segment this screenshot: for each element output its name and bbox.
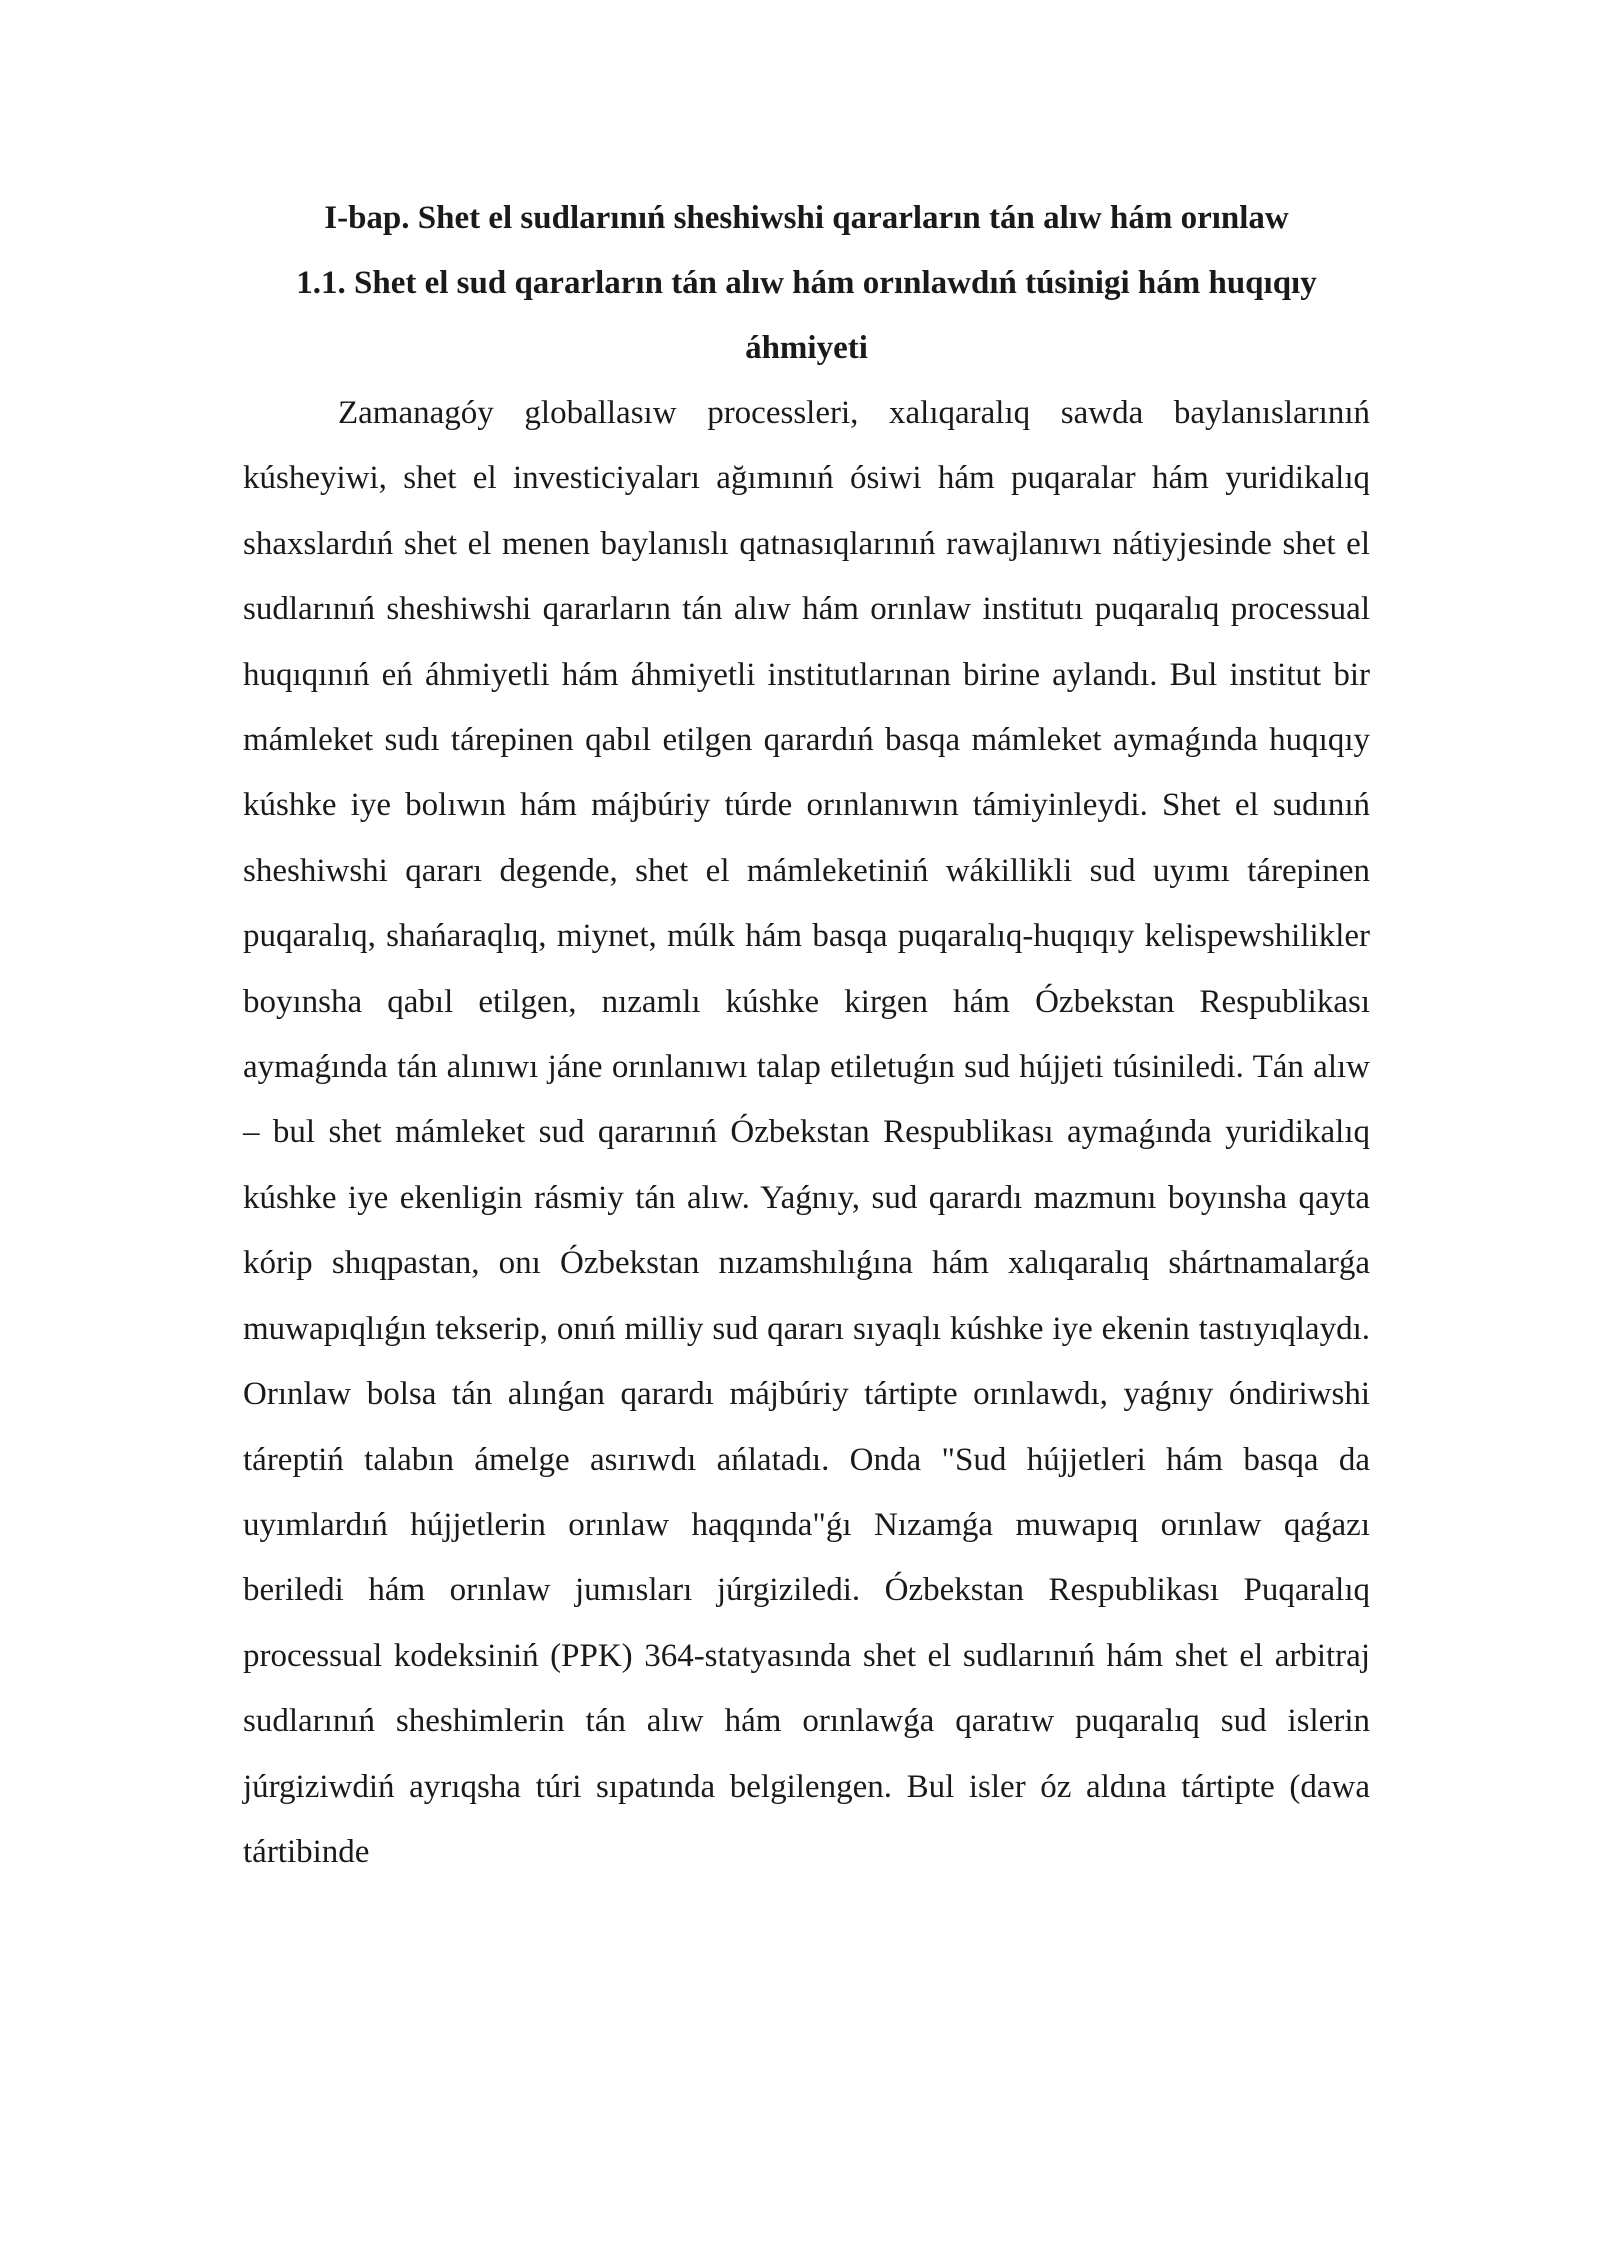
document-page — [243, 186, 1370, 1885]
chapter-title: I-bap. Shet el sudlarınıń sheshiwshi qararların tán alıw hám orınlaw — [324, 200, 1289, 236]
section-title: 1.1. Shet el sud qararların tán alıw hám orınlawdıń túsinigi hám huqıqıy áhmiyeti — [296, 265, 1317, 366]
body-paragraph: Zamanagóy globallasıw processleri, xalıqaralıq sawda baylanıslarınıń kúsheyiwi, shet el investiciyaları ağımınıń ósiwi hám puqaralar hám yuridikalıq shaxslardıń shet el menen baylanıslı qatnasıqlarınıń rawajlanıwı nátiyjesinde shet el sudlarınıń sheshiwshi qararların tán alıw hám orınlaw institutı puqaralıq processual huqıqınıń eń áhmiyetli hám áhmiyetli institutlarınan birine aylandı. Bul institut bir mámleket sudı tárepinen qabıl etilgen qarardıń basqa mámleket aymaǵında huqıqıy kúshke iye bolıwın hám májbúriy túrde orınlanıwın támiyinleydi. Shet el sudınıń sheshiwshi qararı degende, shet el mámleketiniń wákillikli sud uyımı tárepinen puqaralıq, shańaraqlıq, miynet, múlk hám basqa puqaralıq-huqıqıy kelispewshilikler boyınsha qabıl etilgen, nızamlı kúshke kirgen hám Ózbekstan Respublikası aymaǵında tán alınıwı jáne orınlanıwı talap etiletuǵın sud hújjeti túsiniledi. Tán alıw – bul shet mámleket sud qararınıń Ózbekstan Respublikası aymaǵında yuridikalıq kúshke iye ekenligin rásmiy tán alıw. Yaǵnıy, sud qarardı mazmunı boyınsha qayta kórip shıqpastan, onı Ózbekstan nızamshılıǵına hám xalıqaralıq shártnamalarǵa muwapıqlıǵın tekserip, onıń milliy sud qararı sıyaqlı kúshke iye ekenin tastıyıqlaydı. Orınlaw bolsa tán alınǵan qarardı májbúriy tártipte orınlawdı, yaǵnıy óndiriwshi táreptiń talabın ámelge asırıwdı ańlatadı. Onda "Sud hújjetleri hám basqa da uyımlardıń hújjetlerin orınlaw haqqında"ǵı Nızamǵa muwapıq orınlaw qaǵazı beriledi hám orınlaw jumısları júrgiziledi. Ózbekstan Respublikası Puqaralıq processual kodeksiniń (PPK) 364-statyasında shet el sudlarınıń hám shet el arbitraj sudlarınıń sheshimlerin tán alıw hám orınlawǵa qaratıw puqaralıq sud islerin júrgiziwdiń ayrıqsha túri sıpatında belgilengen. Bul isler óz aldına tártipte (dawa tártibinde — [243, 395, 1370, 1870]
